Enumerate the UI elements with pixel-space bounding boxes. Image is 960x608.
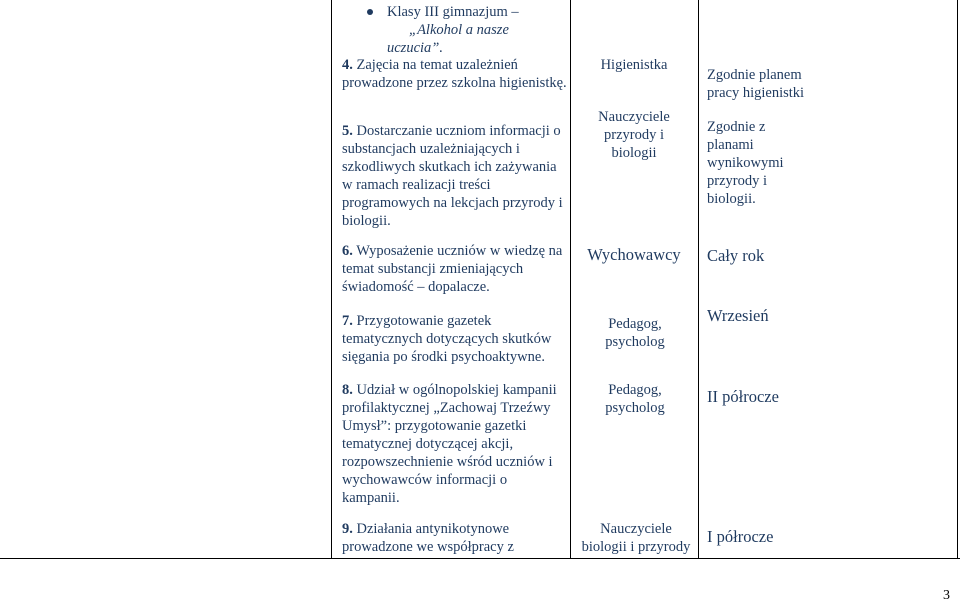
task-9: [342, 520, 562, 556]
bullet-line1: Klasy III gimnazjum –: [387, 4, 519, 20]
task-number: 8.: [342, 382, 353, 398]
task-8: [342, 381, 567, 507]
task-text: Udział w ogólnopolskiej kampanii profilaktycznej „Zachowaj Trzeźwy Umysł”: przygotowanie gazetki tematycznej dotyczącej akcji, rozpowszechnienie wśród uczniów i wychowawców informacji o kampanii.: [342, 382, 557, 506]
when-8: II półrocze: [707, 387, 779, 406]
table-border-left: [331, 0, 332, 558]
who-4: Higienistka: [600, 57, 668, 73]
who-8: Pedagog, psycholog: [605, 382, 665, 416]
task-number: 7.: [342, 313, 353, 329]
task-text: Zajęcia na temat uzależnień prowadzone przez szkolna higienistkę.: [342, 57, 567, 91]
task-7: [342, 312, 567, 366]
task-6: [342, 242, 567, 296]
task-5: [342, 122, 567, 230]
table-border-right: [957, 0, 958, 558]
who-6: Wychowawcy: [587, 245, 681, 264]
when-6: Cały rok: [707, 246, 765, 265]
when-9: I półrocze: [707, 527, 774, 546]
table-border-bottom: [0, 558, 960, 559]
table-border-mid2: [698, 0, 699, 558]
page-number: 3: [943, 588, 950, 603]
task-number: 9.: [342, 521, 353, 537]
when-4: Zgodnie planem pracy higienistki: [707, 67, 805, 101]
table-border-mid1: [570, 0, 571, 558]
bullet-item: [387, 3, 567, 57]
bullet-icon: [367, 9, 373, 15]
who-9: Nauczyciele biologii i przyrody: [581, 521, 691, 555]
task-text: Dostarczanie uczniom informacji o substancjach uzależniających i szkodliwych skutkach ich zażywania w ramach realizacji treści programowych na lekcjach przyrody i biologii.: [342, 123, 563, 229]
task-text: Przygotowanie gazetek tematycznych dotyczących skutków sięgania po środki psychoaktywne.: [342, 313, 552, 365]
who-7: Pedagog, psycholog: [605, 316, 665, 350]
task-number: 5.: [342, 123, 353, 139]
when-7: Wrzesień: [707, 306, 769, 325]
task-number: 4.: [342, 57, 353, 73]
task-number: 6.: [342, 243, 353, 259]
who-5: Nauczyciele przyrody i biologii: [598, 109, 670, 161]
bullet-line2: „Alkohol a nasze uczucia”.: [387, 22, 509, 56]
task-4: [342, 56, 567, 92]
task-text: Wyposażenie uczniów w wiedzę na temat substancji zmieniających świadomość – dopalacze.: [342, 243, 563, 295]
when-5: Zgodnie z planami wynikowymi przyrody i biologii.: [707, 119, 784, 207]
task-text: Działania antynikotynowe prowadzone we współpracy z: [342, 521, 514, 555]
